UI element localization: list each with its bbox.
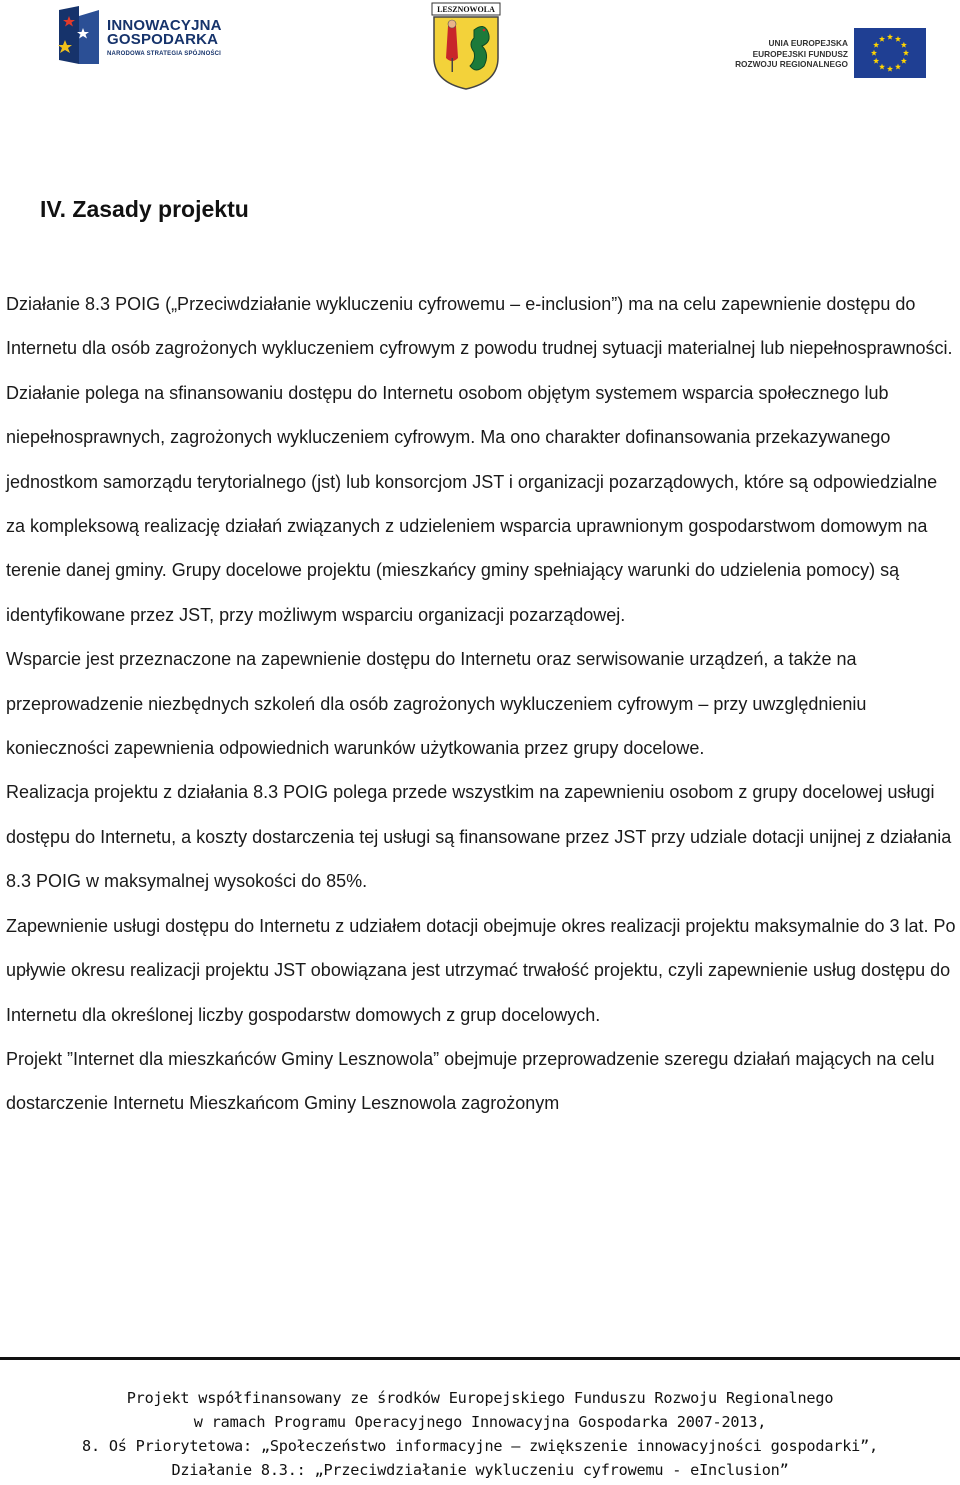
eu-line2: EUROPEJSKI FUNDUSZ	[752, 48, 848, 59]
eu-line1: UNIA EUROPEJSKA	[768, 38, 848, 48]
ig-line3: NARODOWA STRATEGIA SPÓJNOŚCI	[107, 51, 222, 57]
eu-flag-icon	[854, 28, 926, 78]
lesznowola-crest	[430, 2, 502, 90]
paragraph-4: Zapewnienie usługi dostępu do Internetu z udziałem dotacji obejmuje okres realizacji projektu maksymalnie do 3 lat. Po upływie okresu realizacji projektu JST obowiązana jest utrzymać trwałość projektu, czyli zapewnienie usług dostępu do Internetu dla określonej liczby gospodarstw domowych z grup docelowych.	[6, 915, 956, 1025]
crest-banner-text: LESZNOWOLA	[437, 5, 495, 14]
paragraph-3: Realizacja projektu z działania 8.3 POIG polega przede wszystkim na zapewnieniu osobom z grupy docelowej usługi dostępu do Internetu, a koszty dostarczenia tej usługi są finansowane przez JST przy udziale dotacji unijnej z działania 8.3 POIG w maksymalnej wysokości do 85%.	[6, 782, 952, 892]
eu-erdf-logo	[720, 28, 930, 78]
paragraph-1: Działanie 8.3 POIG („Przeciwdziałanie wykluczeniu cyfrowemu – e-inclusion”) ma na celu zapewnienie dostępu do Internetu dla osób zagrożonych wykluczeniem cyfrowym z powodu trudnej sytuacji materialnej lub niepełnosprawności. Działanie polega na sfinansowaniu dostępu do Internetu osobom objętym systemem wsparcia społecznego lub niepełnosprawnych, zagrożonych wykluczeniem cyfrowym. Ma ono charakter dofinansowania przekazywanego jednostkom samorządu terytorialnego (jst) lub konsorcjom JST i organizacji pozarządowych, które są odpowiedzialne za kompleksową realizację działań związanych z udzieleniem wsparcia uprawnionym gospodarstwom domowym na terenie danej gminy. Grupy docelowe projektu (mieszkańcy gminy spełniający warunki do udzielenia pomocy) są identyfikowane przez JST, przy możliwym wsparciu organizacji pozarządowej.	[6, 294, 953, 625]
footer-line-1: Projekt współfinansowany ze środków Europejskiego Funduszu Rozwoju Regionalnego	[126, 1389, 834, 1407]
ig-line2: GOSPODARKA	[107, 31, 219, 48]
footer-line-4: Działanie 8.3.: „Przeciwdziałanie wykluczeniu cyfrowemu - eInclusion”	[171, 1461, 789, 1479]
paragraph-5: Projekt ”Internet dla mieszkańców Gminy Lesznowola” obejmuje przeprowadzenie szeregu działań mających na celu dostarczenie Internetu Mieszkańcom Gminy Lesznowola zagrożonym	[6, 1048, 935, 1114]
innowacyjna-gospodarka-logo	[55, 6, 255, 64]
footer-line-2: w ramach Programu Operacyjnego Innowacyjna Gospodarka 2007-2013,	[193, 1413, 767, 1431]
coat-of-arms-icon	[430, 2, 502, 90]
footer-divider	[0, 1357, 960, 1360]
footer-line-3: 8. Oś Priorytetowa: „Społeczeństwo informacyjne – zwiększenie innowacyjności gospodarki”,	[82, 1437, 878, 1455]
section-title: IV. Zasady projektu	[40, 196, 249, 222]
eu-line3: ROZWOJU REGIONALNEGO	[735, 59, 848, 69]
paragraph-2: Wsparcie jest przeznaczone na zapewnienie dostępu do Internetu oraz serwisowanie urządzeń, a także na przeprowadzenie niezbędnych szkoleń dla osób zagrożonych wykluczeniem cyfrowym – przy uwzględnieniu konieczności zapewnienia odpowiednich warunków użytkowania przez grupy docelowe.	[6, 649, 867, 759]
ig-emblem-icon	[55, 6, 103, 64]
document-body	[6, 282, 958, 1126]
page-footer	[0, 1386, 960, 1482]
ig-line1: INNOWACYJNA	[107, 17, 222, 34]
page-header	[0, 0, 960, 100]
